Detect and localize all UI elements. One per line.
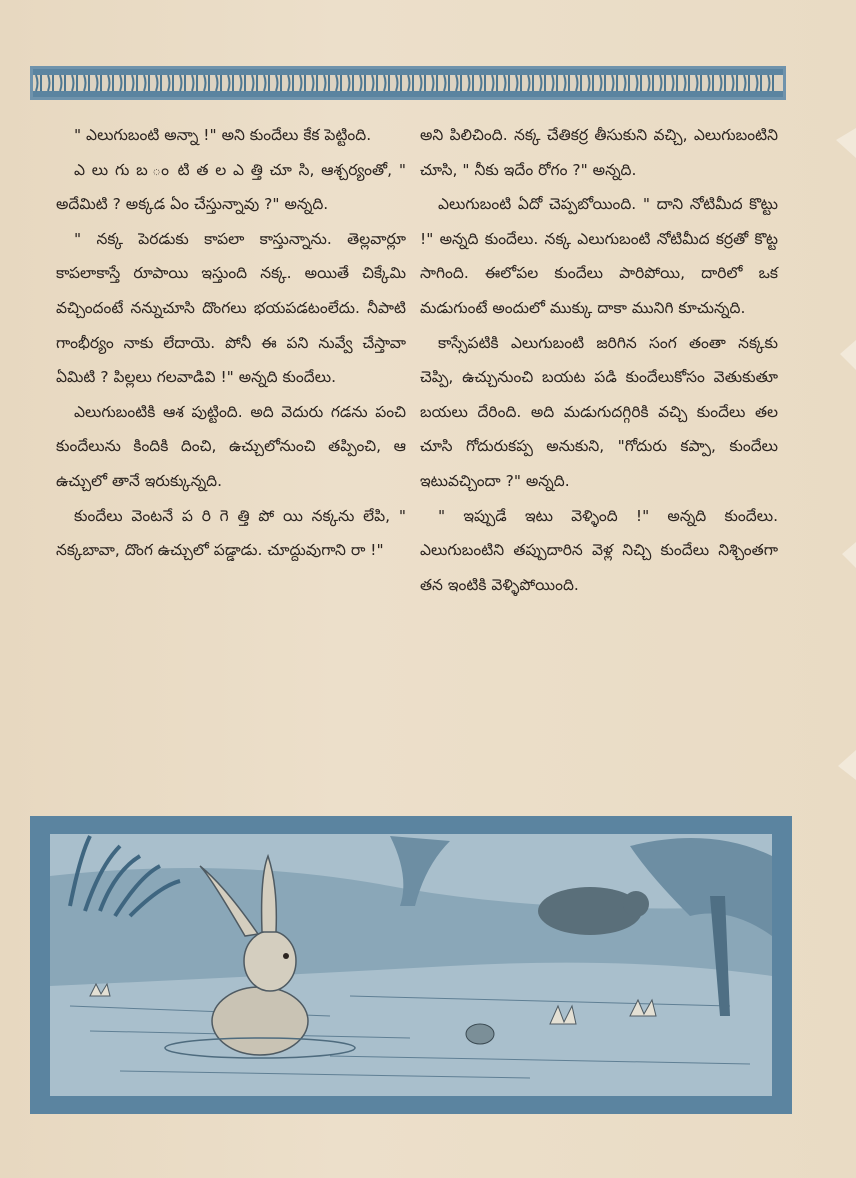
text-column-left <box>56 118 406 568</box>
paragraph: కాస్సేపటికి ఎలుగుబంటి జరిగిన సంగ తంతా నక్కకు చెప్పి, ఉచ్చునుంచి బయట పడి కుందేలుకోసం వెతుకుతూ బయలు దేరింది. అది మడుగుదగ్గిరికి వచ్చి కుందేలు తల చూసి గోదురుకప్ప అనుకుని, "గోదురు కప్పా, కుందేలు ఇటువచ్చిందా ?" అన్నది. <box>420 333 778 490</box>
paragraph: ఎలుగుబంటికి ఆశ పుట్టింది. అది వెదురు గడను పంచి కుందేలును కిందికి దించి, ఉచ్చులోనుంచి తప్పించి, ఆ ఉచ్చులో తానే ఇరుక్కున్నది. <box>56 402 406 490</box>
paper-tear-icon <box>816 750 856 780</box>
paragraph: " ఎలుగుబంటి అన్నా !" అని కుందేలు కేక పెట్టింది. <box>74 126 372 144</box>
story-illustration <box>30 816 792 1114</box>
paper-tear-icon <box>816 340 856 370</box>
paragraph: " ఇప్పుడే ఇటు వెళ్ళింది !" అన్నది కుందేలు. ఎలుగుబంటిని తప్పుదారిన వెళ్ల నిచ్చి కుందేలు నిశ్చింతగా తన ఇంటికి వెళ్ళిపోయింది. <box>420 506 778 594</box>
hare-in-pond-bear-illustration-icon <box>30 816 792 1114</box>
paragraph: " నక్క పెరడుకు కాపలా కాస్తున్నాను. తెల్లవార్లూ కాపలాకాస్తే రూపాయి ఇస్తుంది నక్క. అయితే చిక్కేమి వచ్చిందంటే నన్నుచూసి దొంగలు భయపడటంలేదు. నీపాటి గాంభీర్యం నాకు లేదాయె. పోనీ ఈ పని నువ్వే చేస్తావా ఏమిటి ? పిల్లలు గలవాడివి !" అన్నది కుందేలు. <box>56 229 406 387</box>
paper-tear-icon <box>816 540 856 570</box>
paragraph: ఎలుగుబంటి ఏదో చెప్పబోయింది. " దాని నోటిమీద కొట్టు !" అన్నది కుందేలు. నక్క ఎలుగుబంటి నోటిమీద కర్రతో కొట్ట సాగింది. ఈలోపల కుందేలు పారిపోయి, దారిలో ఒక మడుగుంటే అందులో ముక్కు దాకా మునిగి కూచున్నది. <box>420 195 778 317</box>
paragraph: కుందేలు వెంటనే ప రి గె త్తి పో యి నక్కను లేపి, " నక్కబావా, దొంగ ఉచ్చులో పడ్డాడు. చూద్దువుగాని రా !" <box>56 506 406 560</box>
decorative-border-icon <box>30 62 786 104</box>
text-column-right <box>420 118 778 602</box>
paragraph: ఎ లు గు బ ం టి త ల ఎ త్తి చూ సి, ఆశ్చర్యంతో, " అదేమిటి ? అక్కడ ఏం చేస్తున్నావు ?" అన్నది. <box>56 160 406 214</box>
paragraph: అని పిలిచింది. నక్క చేతికర్ర తీసుకుని వచ్చి, ఎలుగుబంటిని చూసి, " నీకు ఇదేం రోగం ?" అన్నది. <box>420 126 778 179</box>
paper-tear-icon <box>816 128 856 158</box>
